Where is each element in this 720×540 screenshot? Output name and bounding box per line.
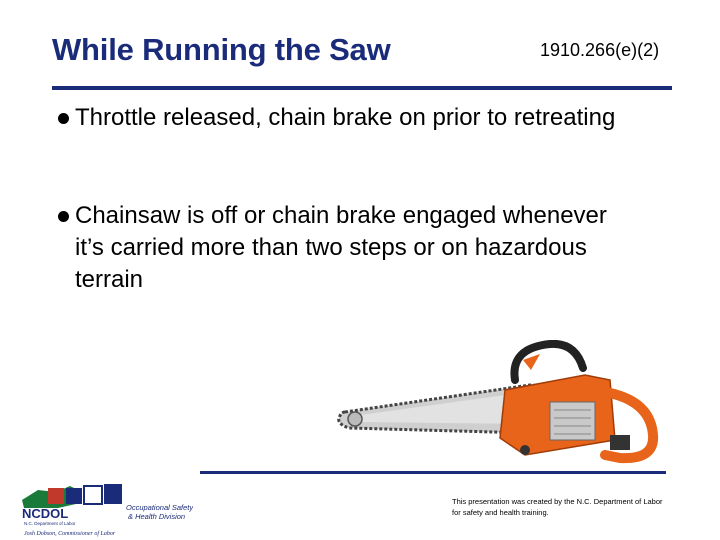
- title-divider: [52, 86, 672, 90]
- logo-agency: NCDOL: [22, 506, 69, 521]
- logo-division-line1: Occupational Safety: [126, 503, 193, 512]
- logo-commissioner: Josh Dobson, Commissioner of Labor: [24, 531, 116, 537]
- slide-title: While Running the Saw: [52, 32, 391, 67]
- logo-agency-sub: N.C. Department of Labor: [24, 521, 76, 526]
- bullet-dot-icon: [58, 211, 69, 222]
- bullet-text: Throttle released, chain brake on prior to retreating: [75, 104, 616, 131]
- chainsaw-image: [335, 340, 660, 470]
- bullet-dot-icon: [58, 113, 69, 124]
- logo-division-line2: & Health Division: [128, 512, 186, 521]
- ncdol-logo: [18, 478, 193, 538]
- regulation-reference: 1910.266(e)(2): [540, 40, 660, 60]
- bullet-text: Chainsaw is off or chain brake engaged whenever it’s carried more than two steps or on hazardous terrain: [75, 202, 607, 293]
- footer-note: This presentation was created by the N.C. Department of Labor for safety and health training.: [452, 497, 663, 517]
- footer-divider: [200, 471, 666, 474]
